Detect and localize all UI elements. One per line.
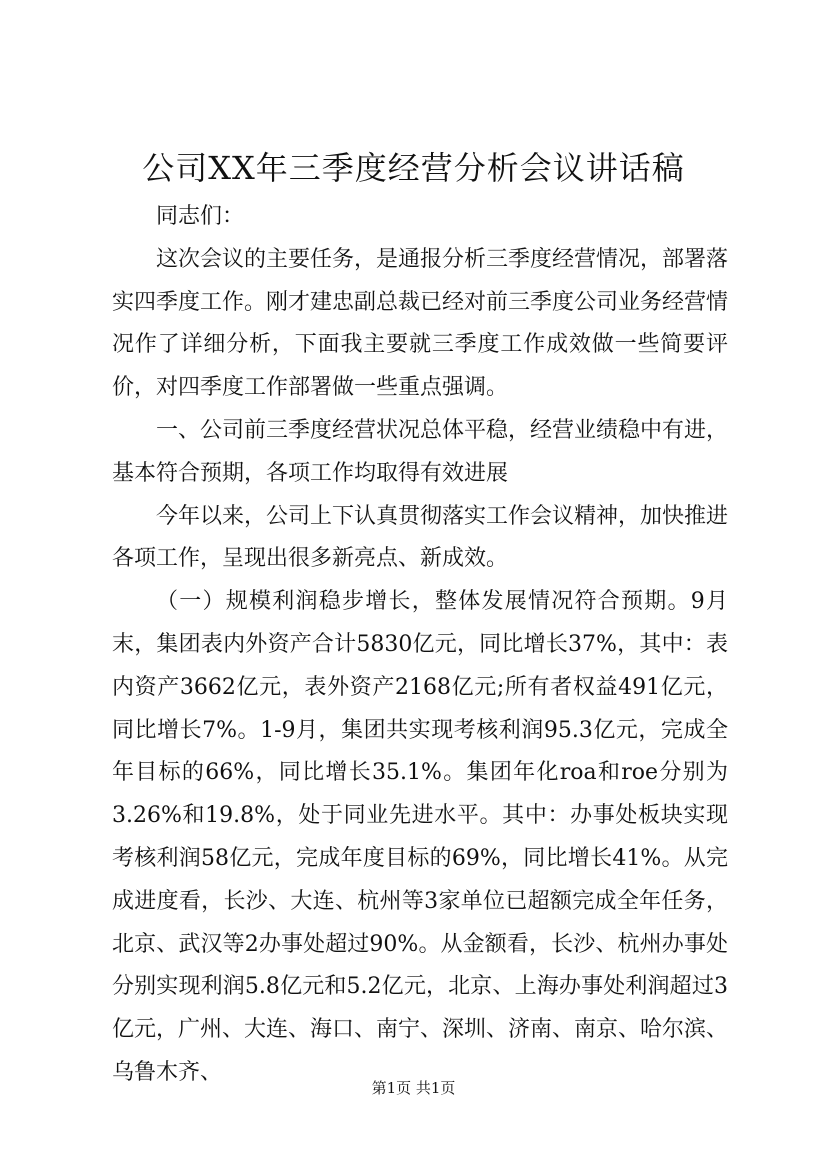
page-number: 第1页 共1页 (371, 1079, 456, 1097)
paragraph-intro: 这次会议的主要任务，是通报分析三季度经营情况，部署落实四季度工作。刚才建忠副总裁已经对前三季度公司业务经营情况作了详细分析，下面我主要就三季度工作成效做一些简要评价，对四季度工作部署做一些重点强调。 (112, 246, 729, 401)
paragraph-scale-profit: （一）规模利润稳步增长，整体发展情况符合预期。9月末，集团表内外资产合计5830亿元，同比增长37%，其中：表内资产3662亿元，表外资产2168亿元;所有者权益491亿元，同比增长7%。1-9月，集团共实现考核利润95.3亿元，完成全年目标的66%，同比增长35.1%。集团年化roa和roe分别为3.26%和19.8%，处于同业先进水平。其中：办事处板块实现考核利润58亿元，完成年度目标的69%，同比增长41%。从完成进度看，长沙、大连、杭州等3家单位已超额完成全年任务，北京、武汉等2办事处超过90%。从金额看，长沙、杭州办事处分别实现利润5.8亿元和5.2亿元，北京、上海办事处利润超过3亿元，广州、大连、海口、南宁、深圳、济南、南京、哈尔滨、乌鲁木齐、 (112, 589, 729, 1085)
document-title: 公司XX年三季度经营分析会议讲话稿 (142, 149, 685, 187)
paragraph-section-heading: 一、公司前三季度经营状况总体平稳，经营业绩稳中有进，基本符合预期，各项工作均取得有效进展 (112, 417, 729, 486)
document-body (112, 196, 728, 1095)
paragraph-overview: 今年以来，公司上下认真贯彻落实工作会议精神，加快推进各项工作，呈现出很多新亮点、新成效。 (112, 503, 729, 572)
paragraph-salutation: 同志们： (156, 204, 245, 229)
